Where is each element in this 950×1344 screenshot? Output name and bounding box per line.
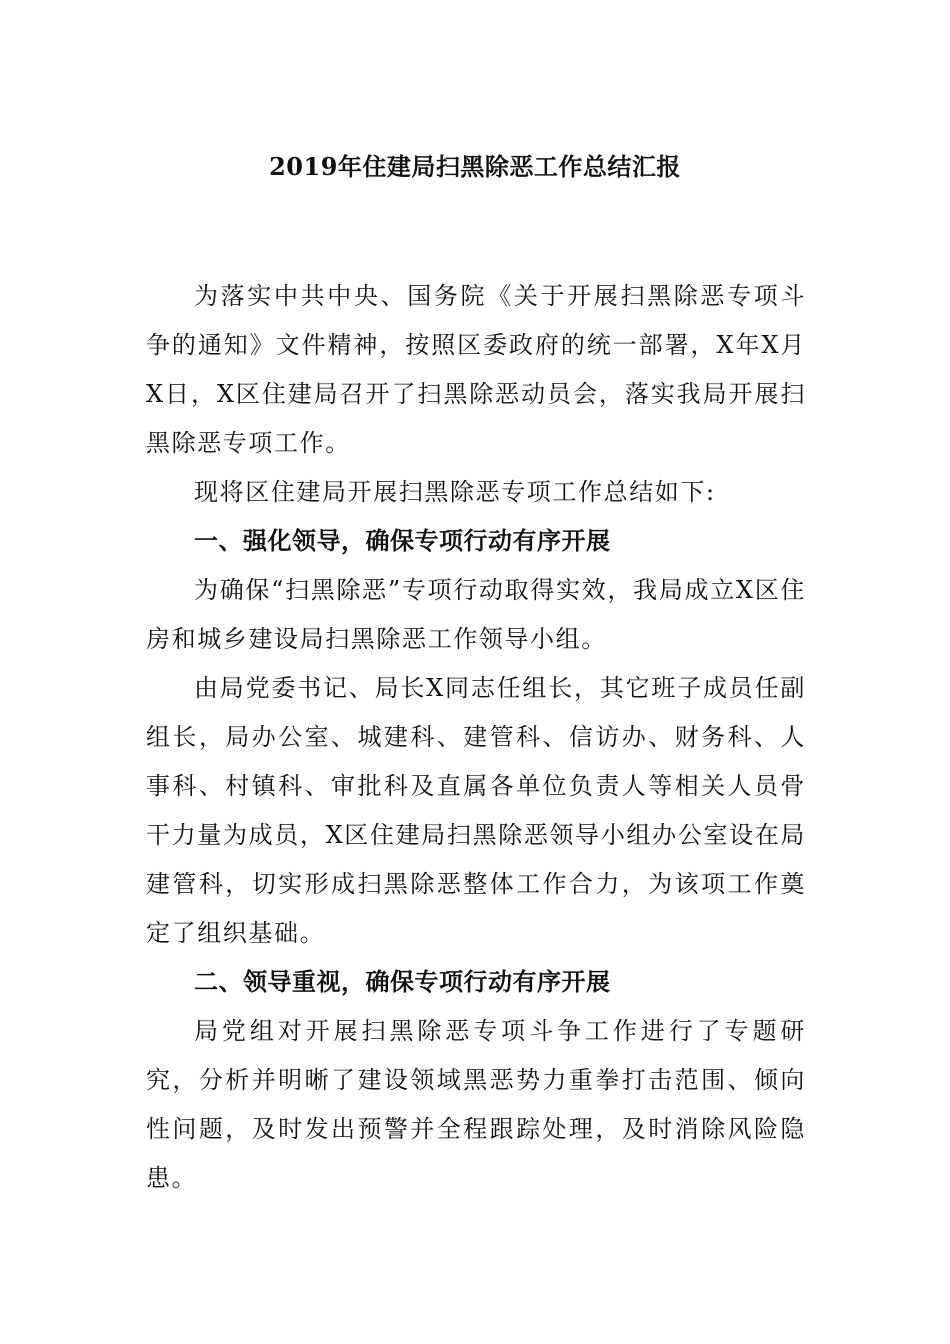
section-2-paragraph-1: 局党组对开展扫黑除恶专项斗争工作进行了专题研究，分析并明晰了建设领域黑恶势力重拳打击范围、倾向性问题，及时发出预警并全程跟踪处理，及时消除风险隐患。 bbox=[146, 1017, 806, 1192]
document-body bbox=[146, 272, 806, 1203]
document-title: 2019年住建局扫黑除恶工作总结汇报 bbox=[269, 152, 681, 181]
section-1-paragraph-2: 由局党委书记、局长X同志任组长，其它班子成员任副组长，局办公室、城建科、建管科、信访办、财务科、人事科、村镇科、审批科及直属各单位负责人等相关人员骨干力量为成员，X区住建局扫黑除恶领导小组办公室设在局建管科，切实形成扫黑除恶整体工作合力，为该项工作奠定了组织基础。 bbox=[146, 674, 806, 947]
intro-paragraph: 为落实中共中央、国务院《关于开展扫黑除恶专项斗争的通知》文件精神，按照区委政府的统一部署，X年X月X日，X区住建局召开了扫黑除恶动员会，落实我局开展扫黑除恶专项工作。 bbox=[146, 282, 806, 457]
summary-lead-paragraph: 现将区住建局开展扫黑除恶专项工作总结如下: bbox=[194, 478, 716, 506]
section-1-paragraph-1: 为确保“扫黑除恶”专项行动取得实效，我局成立X区住房和城乡建设局扫黑除恶工作领导小组。 bbox=[146, 576, 806, 653]
section-1-heading: 一、强化领导，确保专项行动有序开展 bbox=[194, 527, 611, 555]
section-2-heading: 二、领导重视，确保专项行动有序开展 bbox=[194, 968, 611, 996]
